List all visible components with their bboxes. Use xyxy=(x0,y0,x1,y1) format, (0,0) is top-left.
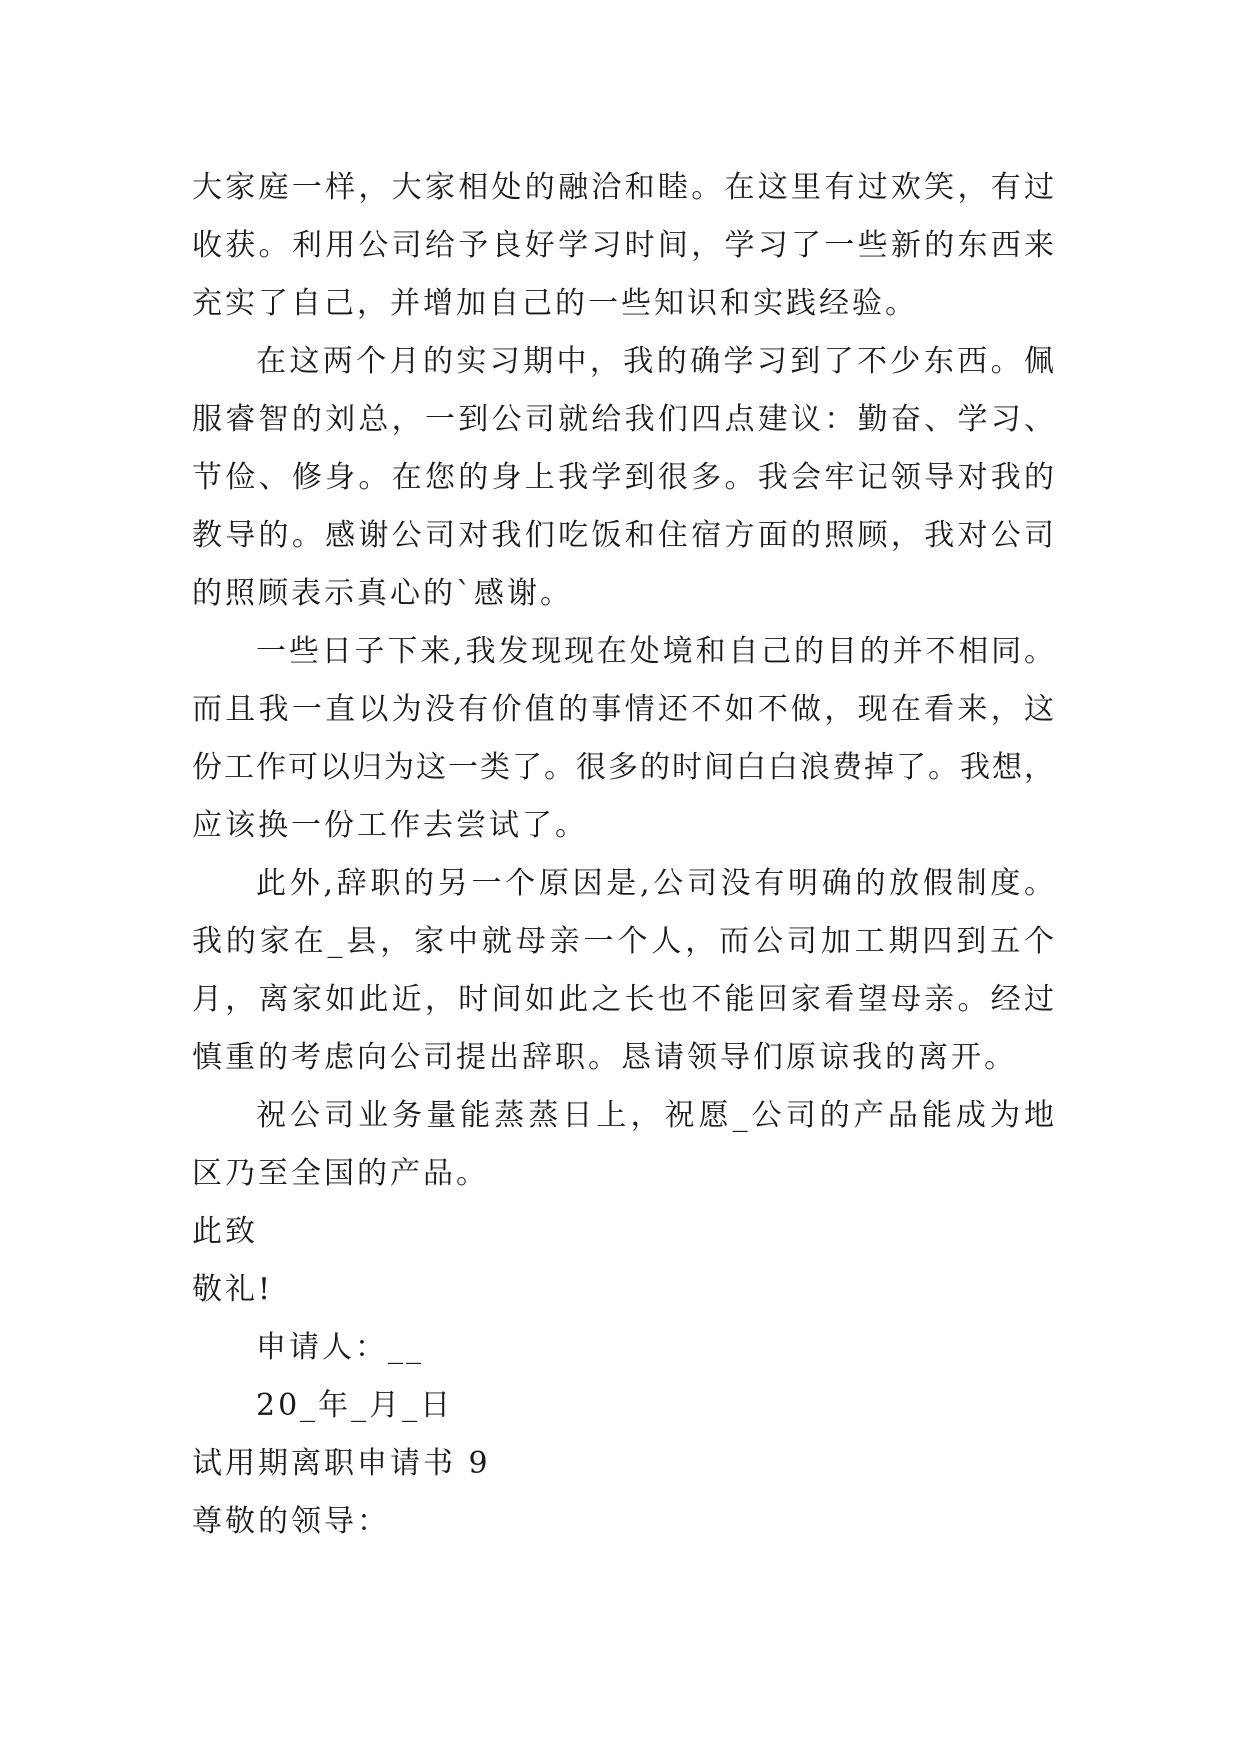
salutation: 尊敬的领导： xyxy=(192,1504,390,1539)
date-line: 20_年_月_日 xyxy=(256,1388,454,1423)
paragraph-line: 教导的。感谢公司对我们吃饭和住宿方面的照顾，我对公司 xyxy=(192,518,1054,553)
paragraph-line: 一些日子下来,我发现现在处境和自己的目的并不相同。 xyxy=(256,634,1054,669)
paragraph-line: 区乃至全国的产品。 xyxy=(192,1156,489,1191)
section-title: 试用期离职申请书 9 xyxy=(192,1446,491,1481)
closing-salute: 敬礼! xyxy=(192,1272,274,1307)
paragraph-line: 我的家在_县，家中就母亲一个人，而公司加工期四到五个 xyxy=(192,924,1054,959)
paragraph-line: 的照顾表示真心的`感谢。 xyxy=(192,576,573,611)
paragraph-line: 慎重的考虑向公司提出辞职。恳请领导们原谅我的离开。 xyxy=(192,1040,1017,1075)
paragraph-line: 服睿智的刘总，一到公司就给我们四点建议：勤奋、学习、 xyxy=(192,402,1054,437)
paragraph-line: 应该换一份工作去尝试了。 xyxy=(192,808,588,843)
paragraph-line: 大家庭一样，大家相处的融洽和睦。在这里有过欢笑，有过 xyxy=(192,170,1054,205)
paragraph-line: 份工作可以归为这一类了。很多的时间白白浪费掉了。我想， xyxy=(192,750,1054,785)
paragraph-line: 节俭、修身。在您的身上我学到很多。我会牢记领导对我的 xyxy=(192,460,1054,495)
paragraph-line: 祝公司业务量能蒸蒸日上，祝愿_公司的产品能成为地 xyxy=(256,1098,1054,1133)
paragraph-line: 在这两个月的实习期中，我的确学习到了不少东西。佩 xyxy=(256,344,1054,379)
paragraph-line: 收获。利用公司给予良好学习时间，学习了一些新的东西来 xyxy=(192,228,1054,263)
applicant-line: 申请人：__ xyxy=(256,1330,424,1365)
paragraph-line: 此外,辞职的另一个原因是,公司没有明确的放假制度。 xyxy=(256,866,1054,901)
paragraph-line: 而且我一直以为没有价值的事情还不如不做，现在看来，这 xyxy=(192,692,1054,727)
closing-text: 此致 xyxy=(192,1214,258,1249)
paragraph-line: 充实了自己，并增加自己的一些知识和实践经验。 xyxy=(192,286,918,321)
paragraph-line: 月，离家如此近，时间如此之长也不能回家看望母亲。经过 xyxy=(192,982,1054,1017)
